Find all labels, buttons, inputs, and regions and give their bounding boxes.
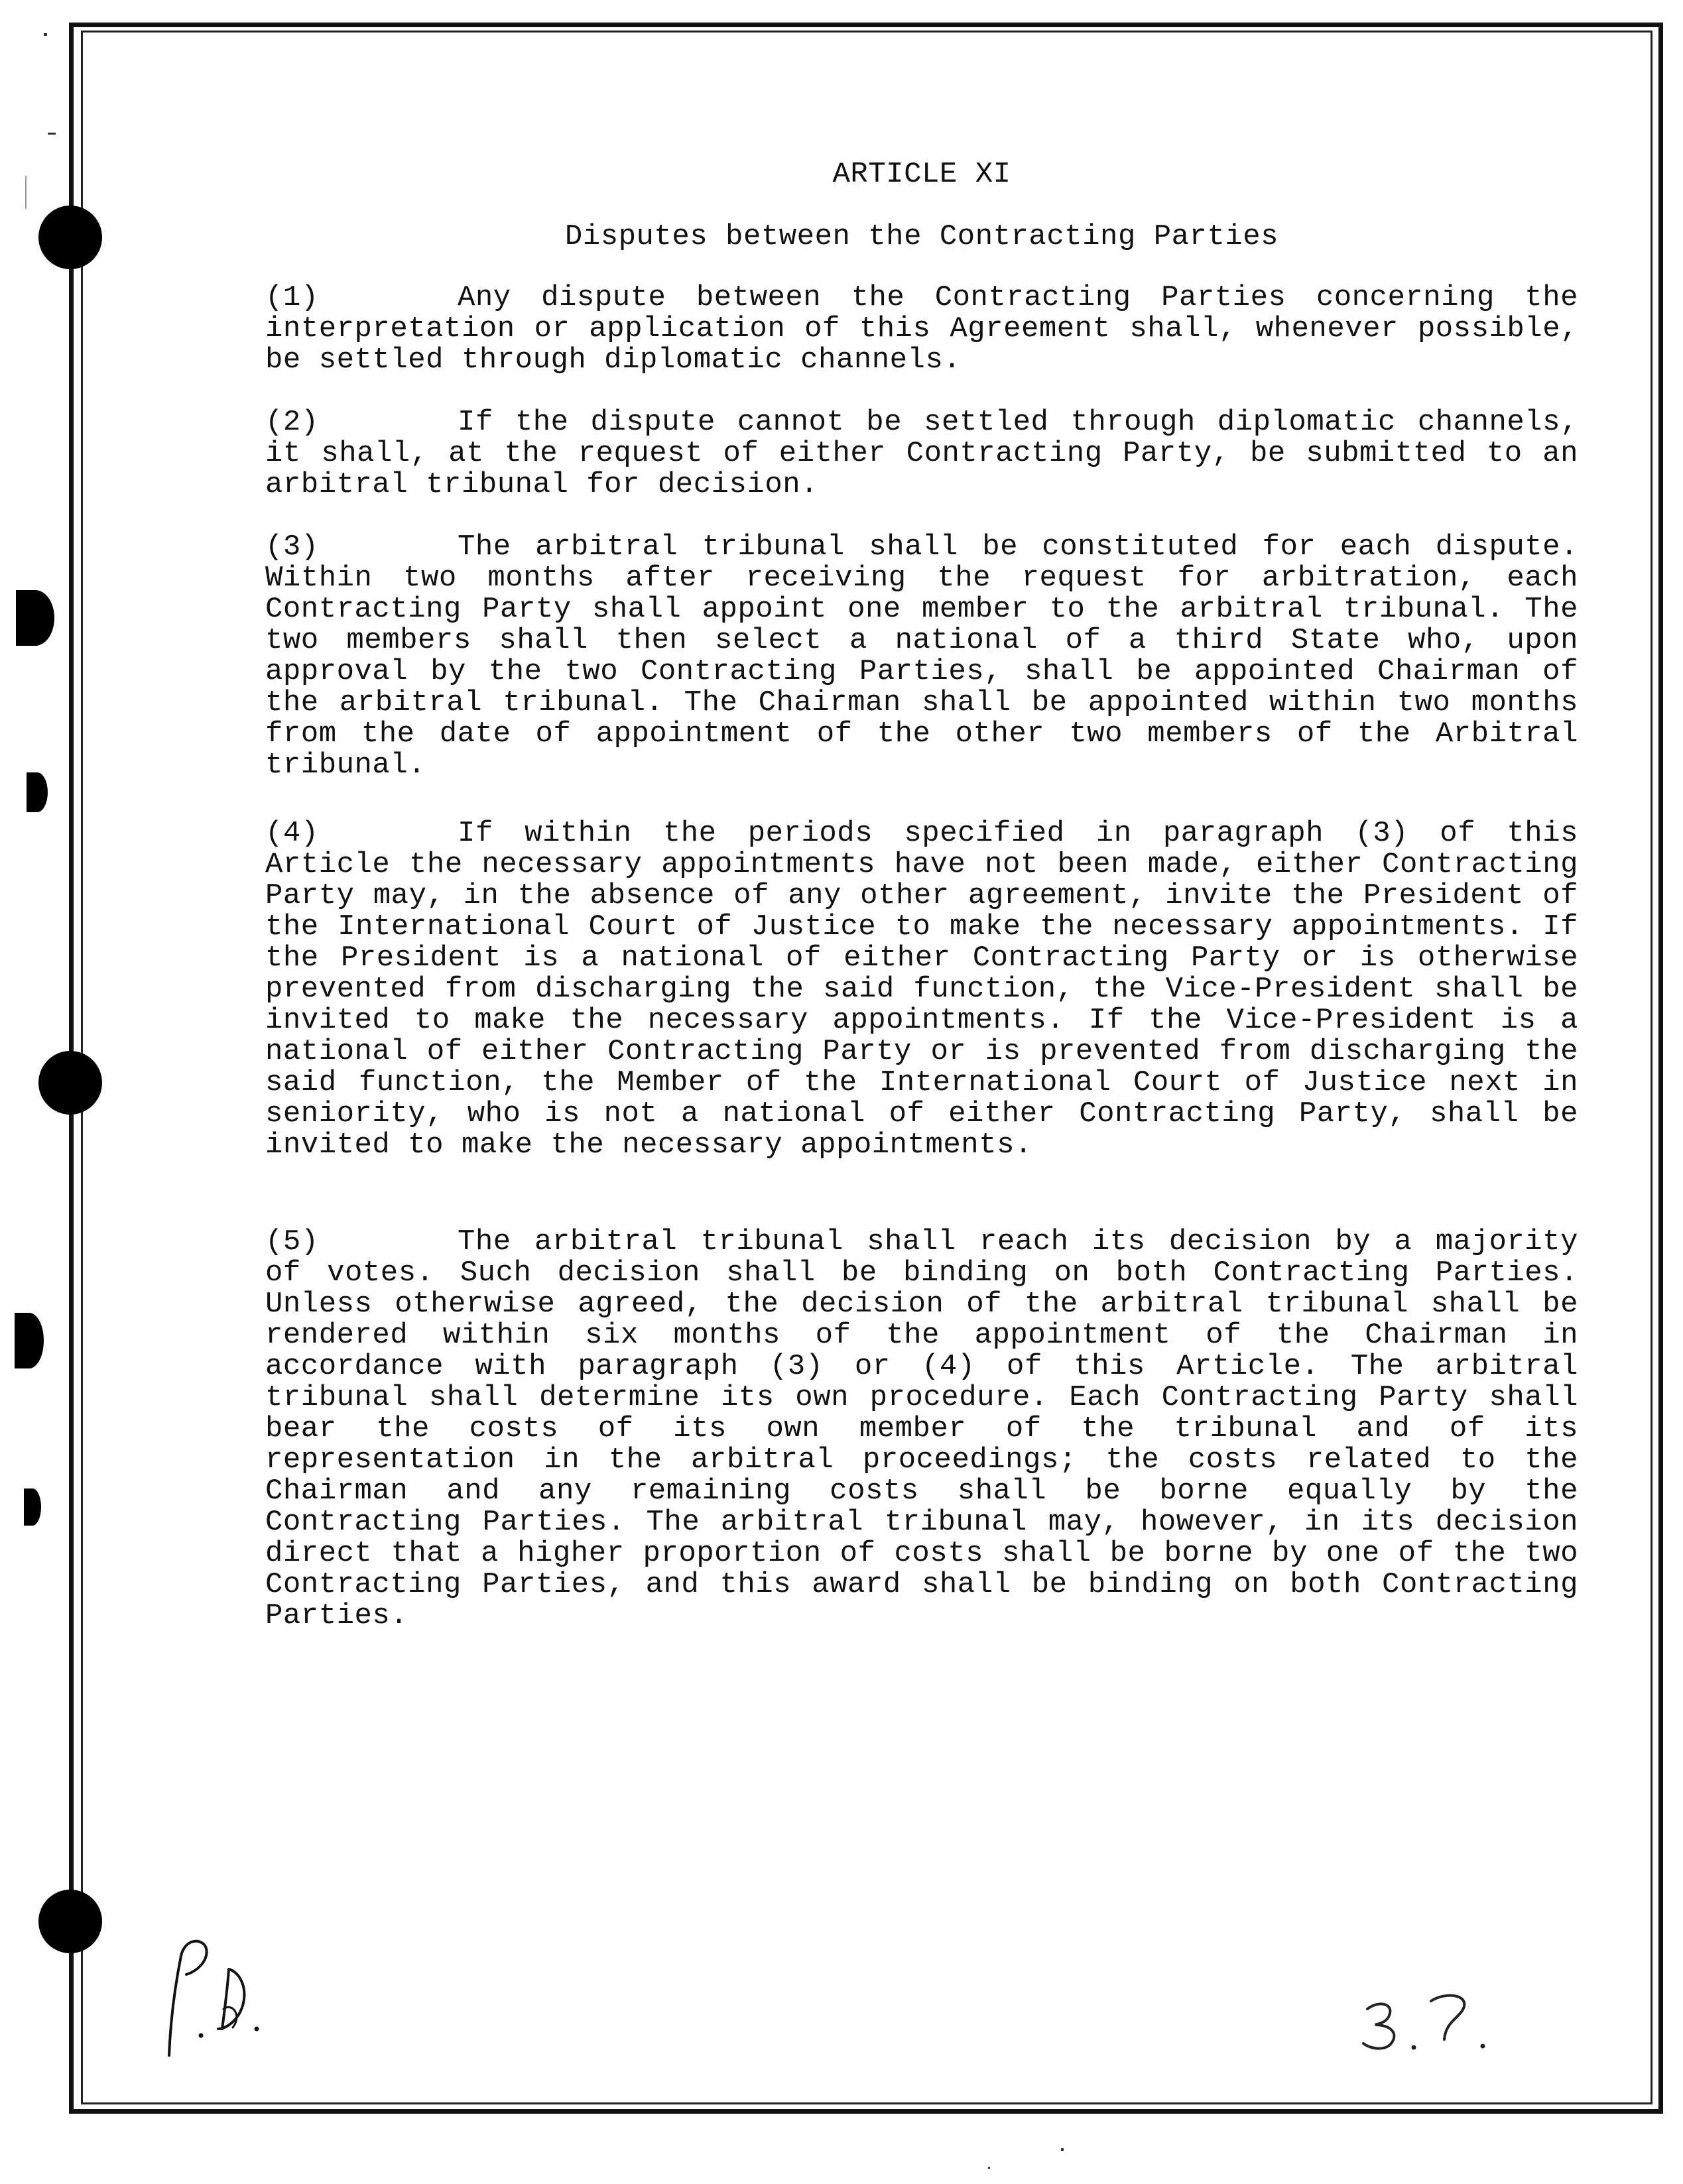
scan-speck xyxy=(988,2167,990,2169)
paragraph-number: (3) xyxy=(265,530,319,564)
handwritten-initials xyxy=(143,1929,269,2062)
paragraph-5 xyxy=(265,1227,1578,1632)
punch-hole xyxy=(38,1051,102,1115)
scan-speck xyxy=(25,176,27,209)
paragraph-3 xyxy=(265,532,1578,781)
punch-hole xyxy=(16,590,54,646)
paragraph-number: (1) xyxy=(265,281,319,314)
paragraph-text: If the dispute cannot be settled through diplomatic channels, it shall, at the request of either Contracting Party, be submitted to an arbitral tribunal for decision. xyxy=(265,406,1578,501)
article-subtitle: Disputes between the Contracting Parties xyxy=(564,220,1279,253)
paragraph-4 xyxy=(265,818,1578,1161)
punch-hole xyxy=(24,1488,41,1526)
paragraph-text: Any dispute between the Contracting Parties concerning the interpretation or application of this Agreement shall, whenever possible, be settled through diplomatic channels. xyxy=(265,281,1578,377)
paragraph-number: (4) xyxy=(265,817,319,850)
scan-speck xyxy=(1061,2148,1064,2151)
paragraph-2 xyxy=(265,407,1578,501)
paragraph-1 xyxy=(265,282,1578,376)
paragraph-text: If within the periods specified in paragraph (3) of this Article the necessary appointments have not been made, either Contracting Party may, in the absence of any other agreement, invite the President of the International Court of Justice to make the necessary appointments. If the President is a national of either Contracting Party or is otherwise prevented from discharging the said function, the Vice-President shall be invited to make the necessary appointments. If the Vice-President is a national of either Contracting Party or is prevented from discharging the said function, the Member of the International Court of Justice next in seniority, who is not a national of either Contracting Party, shall be invited to make the necessary appointments. xyxy=(265,817,1578,1162)
punch-hole xyxy=(38,206,102,269)
article-title: ARTICLE XI xyxy=(832,158,1011,191)
handwritten-page-number xyxy=(1353,1982,1505,2055)
paragraph-number: (2) xyxy=(265,406,319,439)
scan-speck xyxy=(48,133,56,135)
paragraph-text: The arbitral tribunal shall be constituted for each dispute. Within two months after receiving the request for arbitration, each Contracting Party shall appoint one member to the arbitral tribunal. The two members shall then select a national of a third State who, upon approval by the two Contracting Parties, shall be appointed Chairman of the arbitral tribunal. The Chairman shall be appointed within two months from the date of appointment of the other two members of the Arbitral tribunal. xyxy=(265,530,1578,782)
punch-hole xyxy=(38,1890,102,1953)
paragraph-text: The arbitral tribunal shall reach its decision by a majority of votes. Such decision shall be binding on both Contracting Parties. Unless otherwise agreed, the decision of the arbitral tribunal shall be rendered within six months of the appointment of the Chairman in accordance with paragraph (3) or (4) of this Article. The arbitral tribunal shall determine its own procedure. Each Contracting Party shall bear the costs of its own member of the tribunal and of its representation in the arbitral proceedings; the costs related to the Chairman and any remaining costs shall be borne equally by the Contracting Parties. The arbitral tribunal may, however, in its decision direct that a higher proportion of costs shall be borne by one of the two Contracting Parties, and this award shall be binding on both Contracting Parties. xyxy=(265,1225,1578,1632)
punch-hole xyxy=(15,1313,44,1368)
paragraph-number: (5) xyxy=(265,1225,319,1258)
punch-hole xyxy=(27,772,48,812)
scan-speck xyxy=(44,33,47,36)
